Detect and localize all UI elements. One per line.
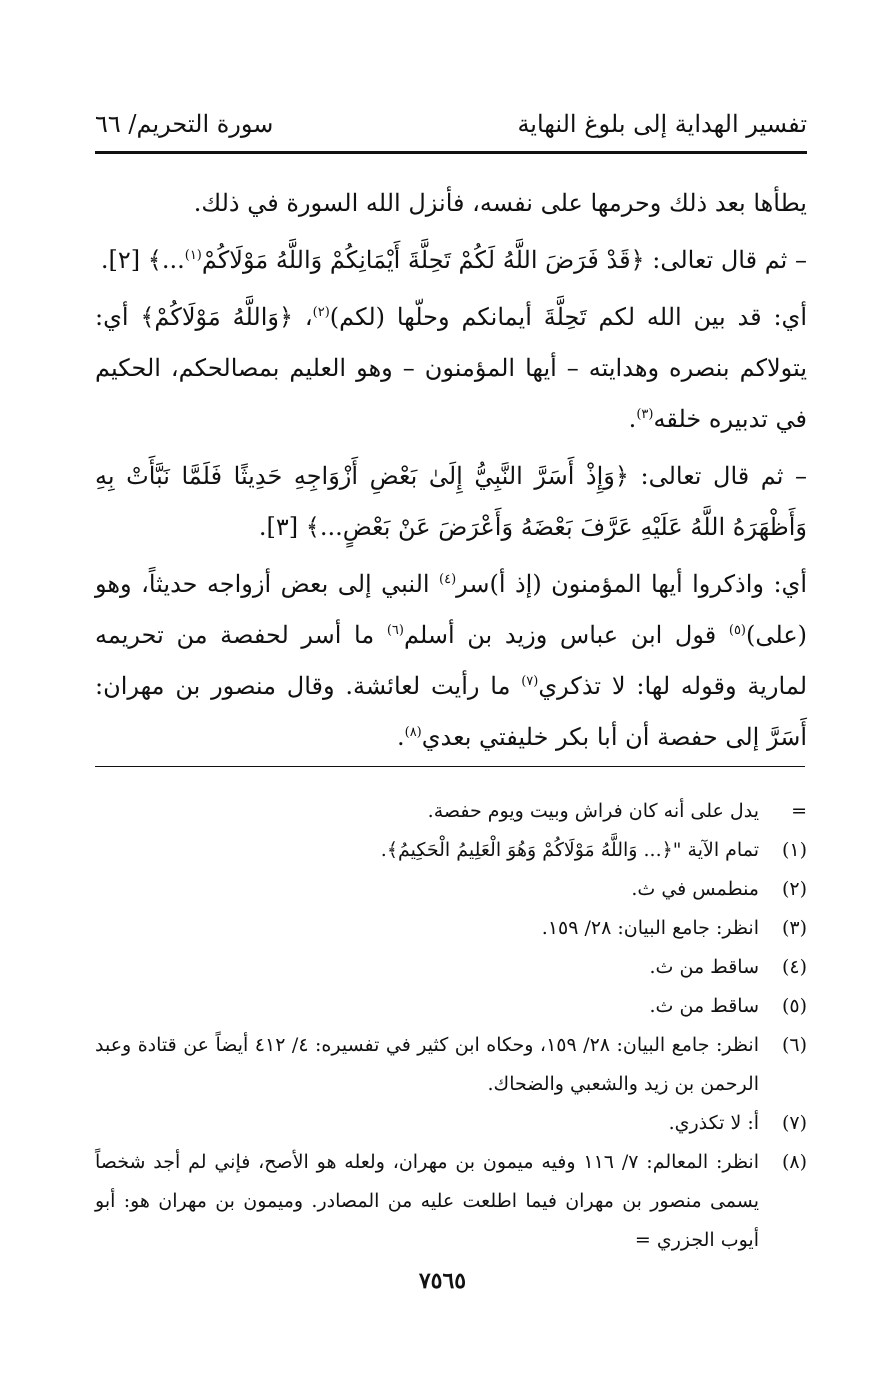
footnote-text: ساقط من ث. [649,995,759,1017]
footnote-item [95,987,807,1026]
footnote-marker: (٥) [728,623,746,638]
running-header [95,110,807,150]
footnote-rule [95,766,805,767]
paragraph-1: يطأها بعد ذلك وحرمها على نفسه، فأنزل الله السورة في ذلك. [193,189,807,217]
footnote-number: (٤) [781,956,807,978]
footnote-marker: (١) [184,248,202,263]
footnote-number: (٦) [781,1034,807,1056]
main-text [95,178,807,769]
footnote-item [95,948,807,987]
footnote-marker: (٨) [404,725,422,740]
footnote-text: ساقط من ث. [649,956,759,978]
page-number: ٧٥٦٥ [418,1268,467,1294]
footnote-item [95,1143,807,1260]
footnote-text: انظر: المعالم: ٧/ ١١٦ وفيه ميمون بن مهران، ولعله هو الأصح، فإني لم أجد شخصاً يسمى منصور بن مهران فيما اطلعت عليه من المصادر. وميمون بن مهران هو: أبو أيوب الجزري = [95,1151,759,1251]
paragraph-3: أي: قد بين الله لكم تَحِلَّةَ أيمانكم وحلّها (لكم)$^{(٢)}$، ﴿وَاللَّهُ مَوْلَاكُمْ﴾ أي: يتولاكم بنصره وهدايته – أيها المؤمنون – وهو العليم بمصالحكم، الحكيم في تدبيره خلقه$^{(٣)}$. [95,303,807,433]
footnote-item [95,792,807,831]
footnote-text: يدل على أنه كان فراش وبيت ويوم حفصة. [427,800,759,822]
book-title: تفسير الهداية إلى بلوغ النهاية [517,110,807,138]
footnote-number: (٥) [781,995,807,1017]
footnote-number: (٨) [781,1151,807,1173]
quran-verse: ﴿وَإِذْ أَسَرَّ النَّبِيُّ إِلَىٰ بَعْضِ أَزْوَاجِهِ حَدِيثًا فَلَمَّا نَبَّأَتْ بِهِ وَأَظْهَرَهُ اللَّهُ عَلَيْهِ عَرَّفَ بَعْضَهُ وَأَعْرَضَ عَنْ بَعْضٍ...﴾ [95,462,807,541]
paragraph-5: أي: واذكروا أيها المؤمنون (إذ أ)سر$^{(٤)}$ النبي إلى بعض أزواجه حديثاً، وهو (على)$^{(٥)}$ قول ابن عباس وزيد بن أسلم$^{(٦)}$ ما أسر لحفصة من تحريمه لمارية وقوله لها: لا تذكري$^{(٧)}$ ما رأيت لعائشة. وقال منصور بن مهران: أَسَرَّ إلى حفصة أن أبا بكر خليفتي بعدي$^{(٨)}$. [95,570,808,751]
footnote-marker: (٣) [636,407,654,422]
footnote-marker: (٧) [521,674,539,689]
footnote-text: أ: لا تكذري. [668,1112,759,1134]
quran-verse: ﴿قَدْ فَرَضَ اللَّهُ لَكُمْ تَحِلَّةَ أَيْمَانِكُمْ وَاللَّهُ مَوْلَاكُمْ [201,246,645,274]
footnote-marker: (٢) [312,305,330,320]
footnote-marker: (٦) [386,623,404,638]
footnote-item [95,1026,807,1104]
footnote-number: (٧) [781,1112,807,1134]
footnote-number: (١) [781,839,807,861]
footnote-text: منطمس في ث. [631,878,759,900]
footnote-number: (٢) [781,878,807,900]
footnote-marker: (٤) [439,572,457,587]
surah-reference: سورة التحريم/ ٦٦ [95,110,274,138]
footnote-text: انظر: جامع البيان: ٢٨/ ١٥٩. [541,917,759,939]
footnotes [95,792,807,1260]
paragraph-2: – ثم قال تعالى: ﴿قَدْ فَرَضَ اللَّهُ لَكُمْ تَحِلَّةَ أَيْمَانِكُمْ وَاللَّهُ مَوْلَاكُمْ$^{(١)}$...﴾ [٢]. [100,246,807,274]
footnote-item [95,909,807,948]
footnote-text: تمام الآية "﴿... وَاللَّهُ مَوْلَاكُمْ وَهُوَ الْعَلِيمُ الْحَكِيمُ﴾. [380,839,759,861]
footnote-item [95,831,807,870]
footnote-number: (٣) [781,917,807,939]
footnote-number: = [791,800,807,822]
footnote-item [95,870,807,909]
paragraph-4: – ثم قال تعالى: ﴿وَإِذْ أَسَرَّ النَّبِيُّ إِلَىٰ بَعْضِ أَزْوَاجِهِ حَدِيثًا فَلَمَّا نَبَّأَتْ بِهِ وَأَظْهَرَهُ اللَّهُ عَلَيْهِ عَرَّفَ بَعْضَهُ وَأَعْرَضَ عَنْ بَعْضٍ...﴾ [٣]. [95,462,807,541]
header-rule [95,151,807,154]
footnote-text: انظر: جامع البيان: ٢٨/ ١٥٩، وحكاه ابن كثير في تفسيره: ٤/ ٤١٢ أيضاً عن قتادة وعبد الرحمن بن زيد والشعبي والضحاك. [95,1034,759,1095]
footnote-item [95,1104,807,1143]
